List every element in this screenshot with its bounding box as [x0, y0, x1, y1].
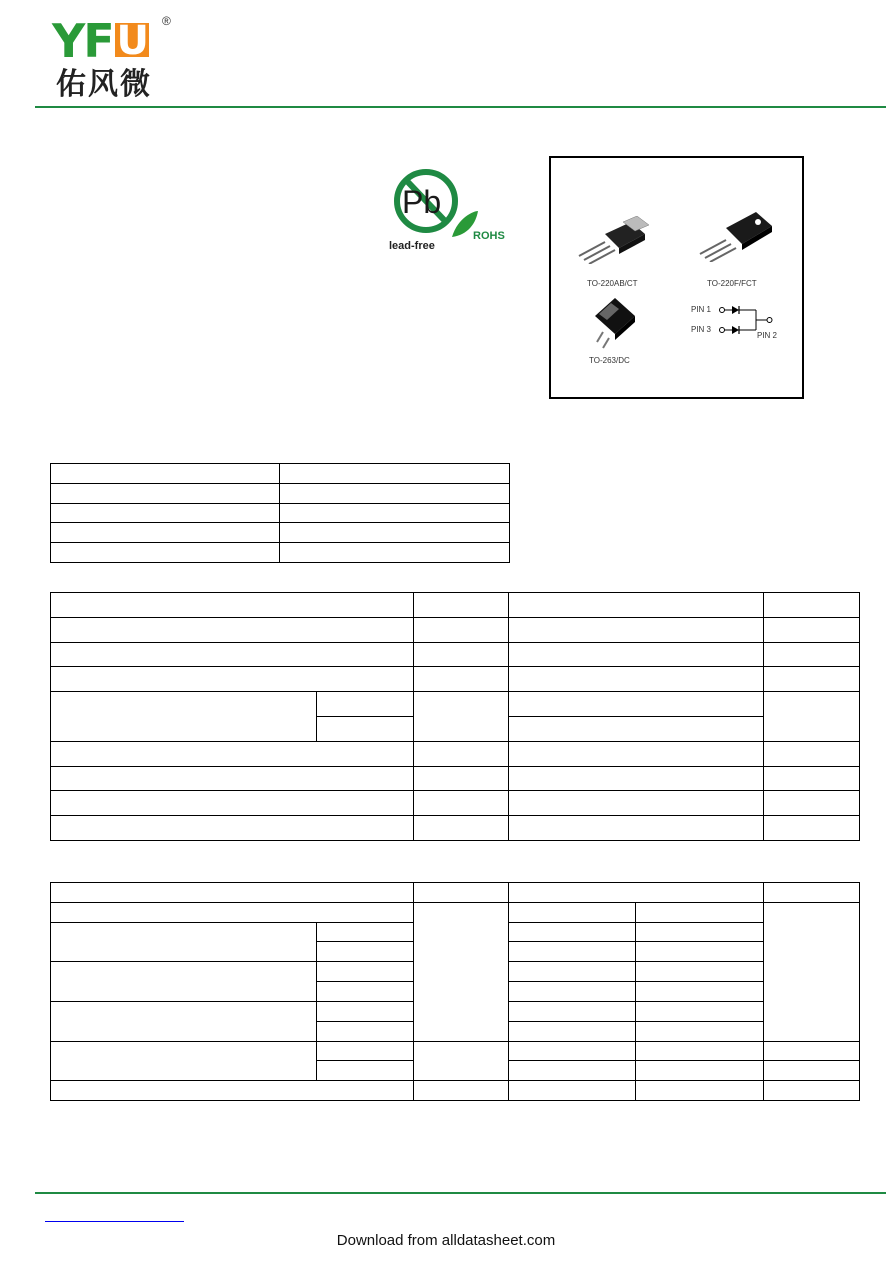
package-label-to220ab: TO-220AB/CT [587, 279, 638, 288]
table-row [51, 543, 510, 563]
table-row [51, 642, 860, 667]
to220ab-package-icon [575, 216, 655, 264]
diode-schematic-icon [718, 302, 778, 334]
brand-logo-latin: YF [52, 14, 113, 68]
package-outline-box [549, 156, 804, 399]
brand-logo [52, 14, 149, 68]
registered-mark: ® [162, 14, 171, 28]
table-row [51, 816, 860, 841]
brand-logo-u: U [116, 18, 147, 64]
table-row [51, 692, 860, 717]
summary-table [50, 463, 510, 563]
table-row [51, 667, 860, 692]
table-row [51, 483, 510, 503]
pin3-label: PIN 3 [691, 325, 712, 334]
pb-symbol: Pb [402, 184, 442, 220]
package-label-to220f: TO-220F/FCT [707, 279, 757, 288]
electrical-characteristics-table [50, 882, 860, 1101]
table-row [51, 883, 860, 903]
footer-rule [35, 1192, 886, 1194]
table-row [51, 617, 860, 642]
table-row [51, 503, 510, 523]
table-row [51, 593, 860, 618]
table-row [51, 1081, 860, 1101]
table-row [51, 766, 860, 791]
to220f-package-icon [696, 210, 780, 262]
maximum-ratings-table [50, 592, 860, 841]
table-row [51, 791, 860, 816]
table-row [51, 1041, 860, 1061]
table-row [51, 523, 510, 543]
pin2-label: PIN 2 [757, 331, 778, 340]
table-row [51, 741, 860, 766]
rohs-badge [388, 165, 518, 255]
footer-link[interactable] [45, 1221, 184, 1222]
lead-free-label: lead-free [389, 240, 435, 252]
package-label-to263: TO-263/DC [589, 356, 630, 365]
download-source-text: Download from alldatasheet.com [336, 1232, 556, 1249]
rohs-label: ROHS [473, 230, 505, 242]
table-row [51, 902, 860, 922]
pin1-label: PIN 1 [691, 305, 712, 314]
to263-package-icon [589, 294, 639, 350]
table-row [51, 464, 510, 484]
header-rule [35, 106, 886, 108]
lead-free-icon [388, 165, 518, 255]
brand-logo-cjk: 佑风微 [56, 67, 152, 102]
